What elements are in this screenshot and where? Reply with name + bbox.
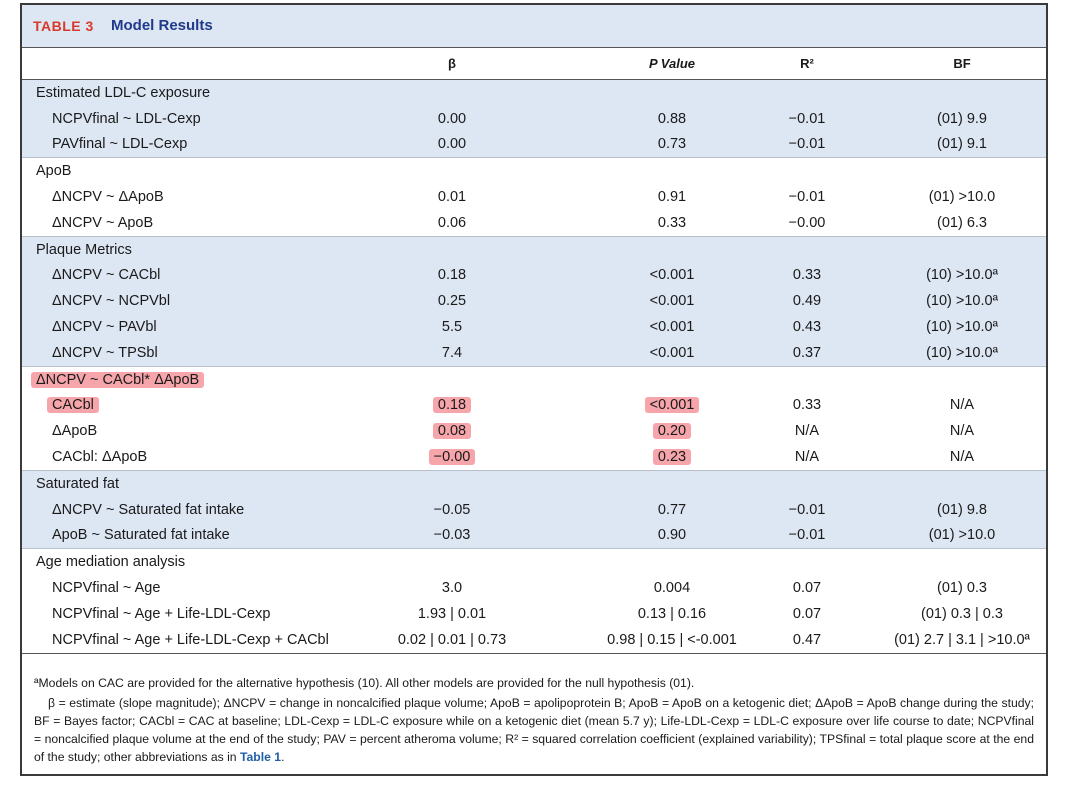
p-value-cell: 0.88 — [657, 110, 687, 127]
bf-cell: (10) >10.0ª — [926, 319, 998, 336]
bf-cell: (01) >10.0 — [928, 189, 996, 206]
beta-cell: 0.18 — [437, 267, 467, 284]
table-row — [22, 627, 1046, 653]
beta-cell: 0.02 | 0.01 | 0.73 — [397, 631, 507, 648]
r2-cell: 0.37 — [792, 344, 822, 361]
r2-cell: −0.00 — [788, 214, 826, 231]
p-value-cell: 0.90 — [657, 527, 687, 544]
table-footnotes — [22, 653, 1046, 764]
beta-cell: 0.00 — [437, 136, 467, 153]
model-cell: CACbl: ΔApoB — [52, 449, 148, 466]
r2-cell: 0.49 — [792, 293, 822, 310]
model-cell: ΔApoB — [52, 423, 98, 440]
table-row — [22, 340, 1046, 366]
p-value-cell: 0.98 | 0.15 | <-0.001 — [607, 631, 737, 648]
beta-cell: 0.25 — [437, 293, 467, 310]
bf-cell: N/A — [949, 397, 975, 414]
table-row — [22, 418, 1046, 444]
r2-cell: 0.47 — [792, 631, 822, 648]
table-section-row — [22, 236, 1046, 263]
table-body — [22, 47, 1046, 653]
header-r2: R² — [800, 56, 814, 71]
table-section-row — [22, 548, 1046, 575]
table-section-row — [22, 470, 1046, 497]
beta-cell: −0.05 — [433, 501, 471, 518]
r2-cell: −0.01 — [788, 189, 826, 206]
beta-cell: 0.01 — [437, 189, 467, 206]
beta-cell: 0.00 — [437, 110, 467, 127]
p-value-cell: 0.33 — [657, 214, 687, 231]
model-cell: ΔNCPV ~ Saturated fat intake — [52, 501, 245, 518]
model-cell: PAVfinal ~ LDL-Cexp — [52, 136, 188, 153]
p-value-cell: 0.91 — [657, 189, 687, 206]
model-cell: ΔNCPV ~ ApoB — [52, 214, 154, 231]
p-value-cell: 0.004 — [653, 580, 691, 597]
table-row — [22, 263, 1046, 289]
section-label: ΔNCPV ~ CACbl* ΔApoB — [36, 367, 199, 393]
bf-cell: (01) 9.8 — [937, 501, 987, 518]
beta-cell: 0.18 — [372, 393, 532, 419]
section-label: Plaque Metrics — [36, 241, 132, 258]
table-header-row — [22, 47, 1046, 80]
model-cell: NCPVfinal ~ LDL-Cexp — [52, 110, 201, 127]
p-value-cell: 0.77 — [657, 501, 687, 518]
table-row — [22, 314, 1046, 340]
table-row — [22, 523, 1046, 549]
beta-cell: 0.06 — [437, 214, 467, 231]
r2-cell: 0.07 — [792, 605, 822, 622]
model-cell: ΔNCPV ~ CACbl — [52, 267, 161, 284]
bf-cell: (01) >10.0 — [928, 527, 996, 544]
p-value-cell: <0.001 — [649, 319, 695, 336]
table-row — [22, 444, 1046, 470]
table-row — [22, 132, 1046, 158]
model-cell: ΔNCPV ~ NCPVbl — [52, 293, 171, 310]
beta-cell: 0.08 — [372, 418, 532, 444]
beta-cell: 3.0 — [441, 580, 463, 597]
r2-cell: −0.01 — [788, 110, 826, 127]
beta-cell: 5.5 — [441, 319, 463, 336]
beta-cell: 7.4 — [441, 344, 463, 361]
p-value-cell: <0.001 — [649, 267, 695, 284]
bf-cell: (10) >10.0ª — [926, 293, 998, 310]
model-cell: ΔNCPV ~ PAVbl — [52, 319, 157, 336]
r2-cell: 0.33 — [792, 267, 822, 284]
p-value-cell: <0.001 — [649, 344, 695, 361]
table-title: Model Results — [111, 17, 213, 34]
table-row — [22, 210, 1046, 236]
table-row — [22, 106, 1046, 132]
footnote-abbreviations — [34, 694, 1034, 766]
model-cell: ApoB ~ Saturated fat intake — [52, 527, 230, 544]
bf-cell: N/A — [949, 423, 975, 440]
footnote-abbreviations-text: β = estimate (slope magnitude); ΔNCPV = change in noncalcified plaque volume; ApoB = apolipoprotein B; ApoB = ApoB on a ketogenic diet; ΔApoB = ApoB change during the study; BF = Bayes factor; CACbl = CAC at baseline; LDL-Cexp = LDL-C exposure while on a ketogenic diet (mean 5.7 y); Life-LDL-Cexp = LDL-C exposure over life course to date; NCPVfinal = noncalcified plaque volume at the end of the study; PAV = percent atheroma volume; R² = squared correlation coefficient (explained variability); TPSfinal = total plaque score at the end of the study; other abbreviations as in — [34, 696, 1034, 764]
model-cell: NCPVfinal ~ Age — [52, 580, 161, 597]
table-1-link[interactable]: Table 1 — [239, 750, 282, 764]
model-cell: CACbl — [52, 393, 94, 419]
bf-cell: (01) 6.3 — [937, 214, 987, 231]
r2-cell: N/A — [794, 449, 820, 466]
r2-cell: −0.01 — [788, 527, 826, 544]
table-section-row — [22, 80, 1046, 106]
bf-cell: (10) >10.0ª — [926, 267, 998, 284]
table-label: TABLE 3 — [33, 18, 94, 34]
table-section-row — [22, 366, 1046, 393]
r2-cell: 0.07 — [792, 580, 822, 597]
bf-cell: (01) 0.3 — [937, 580, 987, 597]
table-row — [22, 575, 1046, 601]
beta-cell: −0.00 — [372, 444, 532, 470]
table-row — [22, 288, 1046, 314]
bf-cell: (01) 9.9 — [937, 110, 987, 127]
table-row — [22, 184, 1046, 210]
table-section-row — [22, 157, 1046, 184]
bf-cell: N/A — [949, 449, 975, 466]
table-row — [22, 601, 1046, 627]
section-label: Estimated LDL-C exposure — [36, 84, 211, 101]
model-cell: ΔNCPV ~ ΔApoB — [52, 189, 164, 206]
bf-cell: (01) 2.7 | 3.1 | >10.0ª — [894, 631, 1030, 648]
r2-cell: N/A — [794, 423, 820, 440]
footnote-a: ªModels on CAC are provided for the alternative hypothesis (10). All other models are provided for the null hypothesis (01). — [34, 676, 695, 690]
table-row — [22, 497, 1046, 523]
footnote-end: . — [281, 750, 285, 764]
header-bf: BF — [953, 56, 971, 71]
r2-cell: 0.43 — [792, 319, 822, 336]
section-label: Saturated fat — [36, 475, 120, 492]
model-cell: ΔNCPV ~ TPSbl — [52, 344, 158, 361]
p-value-cell: 0.13 | 0.16 — [637, 605, 707, 622]
header-beta: β — [448, 56, 456, 71]
bf-cell: (01) 9.1 — [937, 136, 987, 153]
r2-cell: −0.01 — [788, 136, 826, 153]
table-row — [22, 393, 1046, 419]
table-title-bar — [22, 5, 1046, 47]
bf-cell: (01) 0.3 | 0.3 — [921, 605, 1003, 622]
table-rows — [22, 80, 1046, 653]
p-value-cell: 0.20 — [572, 418, 772, 444]
p-value-cell: <0.001 — [572, 393, 772, 419]
bf-cell: (10) >10.0ª — [926, 344, 998, 361]
r2-cell: −0.01 — [788, 501, 826, 518]
model-cell: NCPVfinal ~ Age + Life-LDL-Cexp — [52, 605, 271, 622]
model-cell: NCPVfinal ~ Age + Life-LDL-Cexp + CACbl — [52, 631, 329, 648]
section-label: ApoB — [36, 163, 72, 180]
section-label: Age mediation analysis — [36, 554, 186, 571]
p-value-cell: 0.73 — [657, 136, 687, 153]
header-p-value: P Value — [648, 56, 695, 71]
beta-cell: −0.03 — [433, 527, 471, 544]
p-value-cell: 0.23 — [572, 444, 772, 470]
beta-cell: 1.93 | 0.01 — [417, 605, 487, 622]
r2-cell: 0.33 — [792, 397, 822, 414]
table-frame — [20, 3, 1048, 776]
p-value-cell: <0.001 — [649, 293, 695, 310]
